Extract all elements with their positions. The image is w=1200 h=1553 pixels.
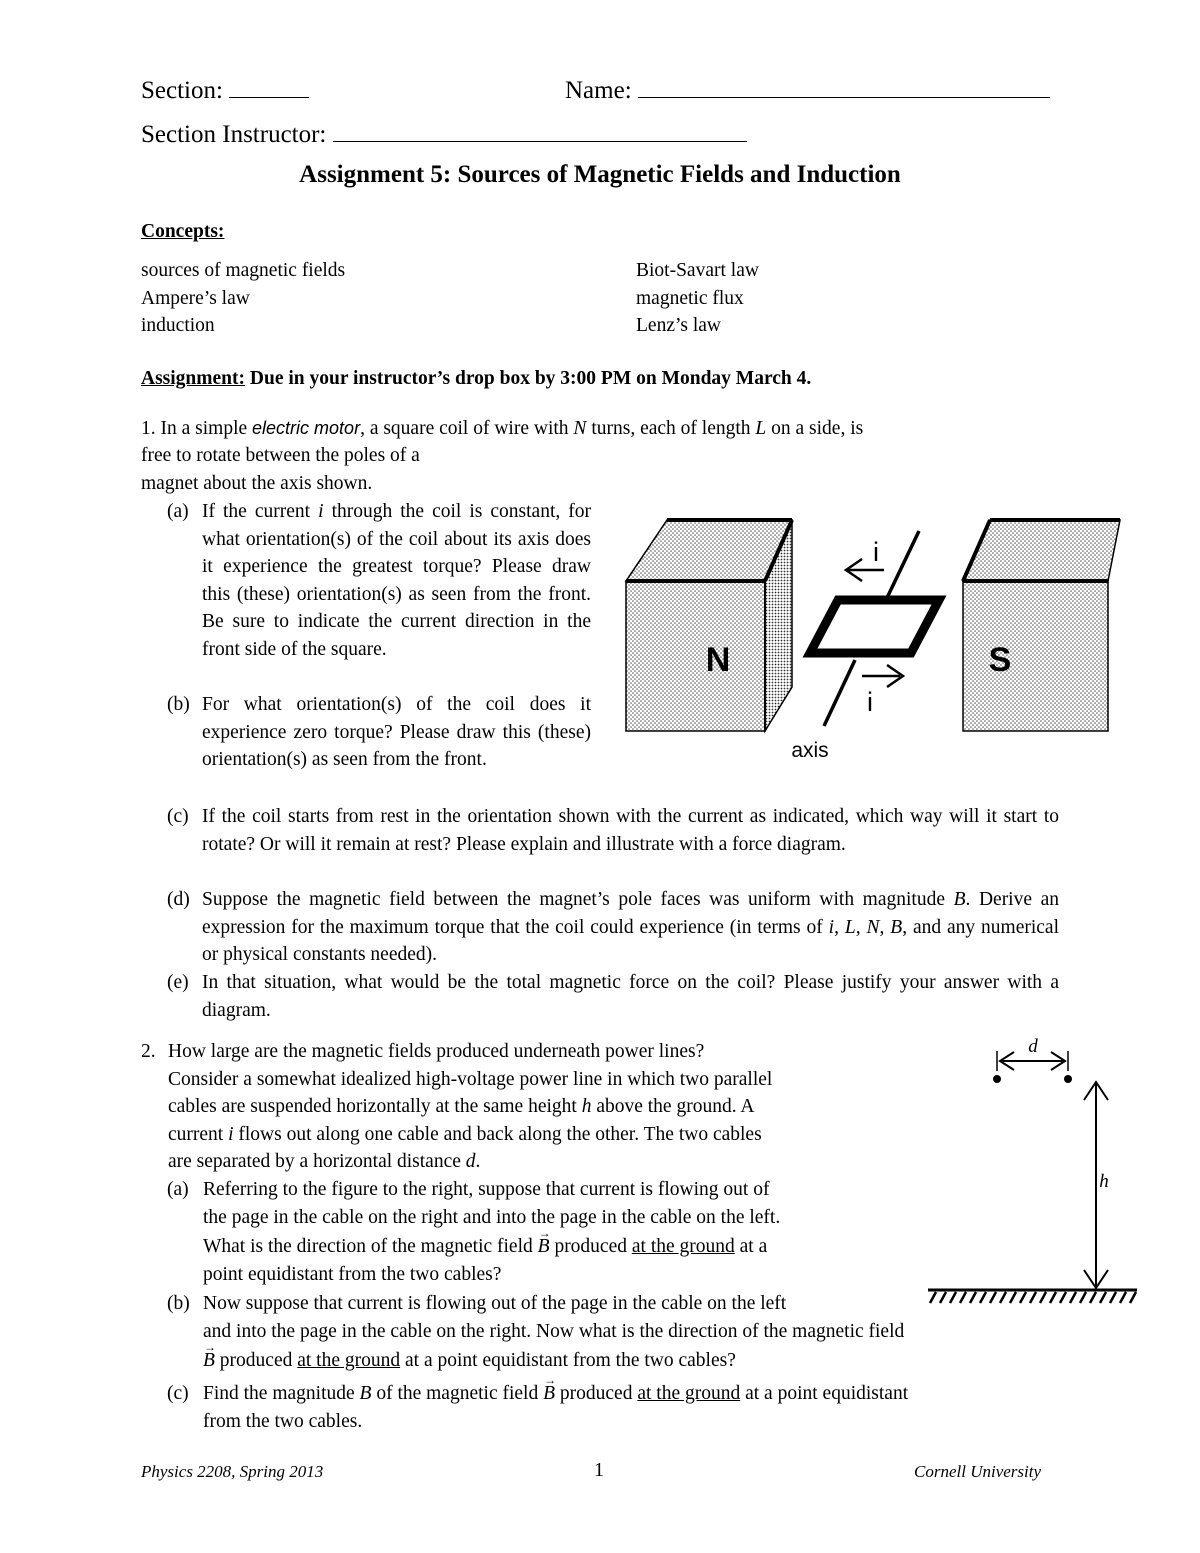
q1-part-e-text: In that situation, what would be the total magnetic force on the coil? Please justify your answer with a diagram. bbox=[202, 972, 1059, 1021]
text-underlined: at the ground bbox=[637, 1383, 741, 1404]
text-underlined: at the ground bbox=[631, 1236, 735, 1257]
vector-B: → B bbox=[203, 1347, 215, 1375]
q2-line bbox=[141, 1038, 921, 1066]
q1-intro-line3: magnet about the axis shown. bbox=[141, 473, 373, 494]
instructor-label: Section Instructor: bbox=[141, 121, 327, 148]
assignment-due: Due in your instructor’s drop box by 3:00 PM on Monday March 4. bbox=[249, 368, 812, 389]
text: are separated by a horizontal distance bbox=[168, 1151, 461, 1172]
text: produced bbox=[219, 1350, 293, 1371]
text: , bbox=[855, 916, 861, 938]
q1-intro-text: turns, each of length bbox=[591, 418, 751, 439]
text: Suppose the magnetic field between the magnet’s pole faces was uniform with magnitude bbox=[202, 889, 945, 910]
name-label: Name: bbox=[565, 77, 632, 104]
footer-university: Cornell University bbox=[914, 1462, 1042, 1481]
text: at a point equidistant from the two cables? bbox=[405, 1350, 736, 1371]
footer-page-number: 1 bbox=[594, 1459, 604, 1481]
text: , bbox=[879, 916, 885, 938]
text: . bbox=[475, 1151, 481, 1172]
q1-var-N: N bbox=[573, 418, 587, 439]
vector-B: → B bbox=[543, 1380, 555, 1408]
q2-number: 2. bbox=[141, 1041, 156, 1062]
coil-square bbox=[810, 600, 939, 653]
axis-label: axis bbox=[791, 739, 829, 762]
part-label: (c) bbox=[167, 806, 189, 827]
q2-intro bbox=[141, 1038, 921, 1176]
q1-var-L: L bbox=[755, 418, 767, 439]
text: at a bbox=[739, 1236, 768, 1257]
part-label: (a) bbox=[167, 501, 189, 522]
text: of the magnetic field bbox=[376, 1383, 539, 1404]
h-label: h bbox=[1099, 1171, 1109, 1192]
current-label-bottom: i bbox=[867, 687, 873, 717]
q1-part-b-text: For what orientation(s) of the coil does it experience zero torque? Please draw this (these) orientation(s) as seen from the front. bbox=[202, 694, 591, 770]
concept-item: magnetic flux bbox=[636, 287, 744, 309]
var-B: B bbox=[953, 889, 966, 910]
text: at a point equidistant bbox=[745, 1383, 909, 1404]
ground-hatch-mark bbox=[1080, 1292, 1086, 1303]
right-cable-dot bbox=[1064, 1075, 1072, 1083]
ground-hatch-mark bbox=[1070, 1292, 1076, 1303]
current-label-top: i bbox=[873, 537, 879, 567]
q1-intro-line2: free to rotate between the poles of a bbox=[141, 445, 420, 466]
concept-item: Biot-Savart law bbox=[636, 260, 759, 281]
q2-line: Consider a somewhat idealized high-voltage power line in which two parallel bbox=[168, 1068, 773, 1090]
north-magnet-front bbox=[626, 581, 765, 731]
current-arrow-bottom bbox=[862, 665, 903, 687]
north-magnet bbox=[626, 520, 792, 731]
var-N: N bbox=[866, 916, 880, 938]
part-label: (c) bbox=[167, 1383, 189, 1404]
section-label: Section: bbox=[141, 77, 223, 104]
text-line bbox=[203, 1233, 1063, 1261]
text-line bbox=[203, 1347, 1063, 1375]
south-magnet-front bbox=[963, 581, 1108, 731]
text-line: the page in the cable on the right and into the page in the cable on the left. bbox=[203, 1206, 781, 1228]
vector-B: → B bbox=[538, 1233, 550, 1261]
text: produced bbox=[559, 1383, 633, 1404]
var-h: h bbox=[581, 1096, 592, 1117]
var-i: i bbox=[318, 501, 324, 522]
text: How large are the magnetic fields produced underneath power lines? bbox=[168, 1041, 705, 1062]
concept-item: Ampere’s law bbox=[141, 287, 250, 309]
text-underlined: at the ground bbox=[297, 1350, 401, 1371]
ground-hatch-mark bbox=[1120, 1292, 1126, 1303]
text: . Derive an expression for the maximum torque that the coil could experience (in terms of bbox=[202, 889, 1059, 938]
page-title: Assignment 5: Sources of Magnetic Fields and Induction bbox=[299, 161, 901, 188]
var-d: d bbox=[465, 1151, 476, 1172]
assignment-heading: Assignment: bbox=[141, 368, 246, 389]
south-magnet bbox=[963, 520, 1120, 731]
ground-hatch-mark bbox=[1130, 1292, 1136, 1303]
text-line: and into the page in the cable on the right. Now what is the direction of the magnetic field bbox=[203, 1320, 905, 1342]
part-label: (d) bbox=[167, 889, 190, 910]
left-cable-dot bbox=[993, 1075, 1001, 1083]
q1-number: 1. bbox=[141, 418, 156, 439]
concept-item: Lenz’s law bbox=[636, 315, 722, 336]
part-label: (e) bbox=[167, 972, 189, 993]
q1-intro-text: on a side, is bbox=[771, 418, 864, 439]
var-i: i bbox=[828, 916, 835, 938]
text: cables are suspended horizontally at the same height bbox=[168, 1096, 577, 1117]
part-label: (a) bbox=[167, 1179, 189, 1200]
q2-part-b-text bbox=[203, 1290, 1063, 1375]
ground-hatch-mark bbox=[1110, 1292, 1116, 1303]
var-B: B bbox=[359, 1383, 372, 1404]
south-pole-label: S bbox=[988, 641, 1012, 679]
text: above the ground. A bbox=[596, 1096, 755, 1117]
q1-intro-text: , a square coil of wire with bbox=[360, 418, 569, 439]
text-line bbox=[203, 1380, 1063, 1408]
q2-part-a-text bbox=[203, 1176, 1063, 1288]
q2-line bbox=[141, 1121, 921, 1149]
axis-line-bottom bbox=[824, 660, 855, 726]
text: If the current bbox=[202, 501, 311, 522]
concepts-heading: Concepts: bbox=[141, 221, 225, 242]
text: What is the direction of the magnetic field bbox=[203, 1236, 533, 1257]
q2-line bbox=[141, 1093, 921, 1121]
concept-item: induction bbox=[141, 315, 215, 336]
d-label: d bbox=[1028, 1036, 1038, 1057]
text: produced bbox=[554, 1236, 627, 1257]
text-line: Now suppose that current is flowing out of the page in the cable on the left bbox=[203, 1293, 787, 1314]
text-line: point equidistant from the two cables? bbox=[203, 1263, 502, 1285]
text: flows out along one cable and back along the other. The two cables bbox=[238, 1123, 762, 1145]
var-i: i bbox=[228, 1123, 234, 1145]
q2-part-c-text bbox=[203, 1380, 1063, 1435]
ground-hatch-mark bbox=[1100, 1292, 1106, 1303]
text: current bbox=[168, 1123, 224, 1145]
var-B: B bbox=[890, 916, 903, 938]
q2-line bbox=[141, 1148, 921, 1176]
concept-item: sources of magnetic fields bbox=[141, 260, 346, 281]
text: through the coil is constant, for what orientation(s) of the coil about its axis does it experience the greatest torque? Please draw this (these) orientation(s) as seen from the front. Be sure to indicate the current direction in the front side of the square. bbox=[202, 501, 592, 660]
q1-intro-text: In a simple bbox=[160, 418, 248, 439]
text-line: Referring to the figure to the right, suppose that current is flowing out of bbox=[203, 1179, 770, 1200]
north-pole-label: N bbox=[705, 641, 731, 679]
q1-part-c-text: If the coil starts from rest in the orientation shown with the current as indicated, which way will it start to rotate? Or will it remain at rest? Please explain and illustrate with a force diagram. bbox=[202, 806, 1059, 855]
text-line: from the two cables. bbox=[203, 1410, 363, 1432]
var-L: L bbox=[844, 916, 856, 938]
q1-electric-motor: electric motor bbox=[252, 418, 361, 438]
text: Find the magnitude bbox=[203, 1383, 355, 1404]
ground-hatch-mark bbox=[1090, 1292, 1096, 1303]
footer-course: Physics 2208, Spring 2013 bbox=[141, 1462, 324, 1481]
axis-line-top bbox=[886, 531, 919, 600]
part-label: (b) bbox=[167, 694, 190, 715]
text: , bbox=[834, 916, 839, 938]
part-label: (b) bbox=[167, 1293, 190, 1314]
text: , and any numerical or physical constants needed). bbox=[202, 916, 1059, 965]
